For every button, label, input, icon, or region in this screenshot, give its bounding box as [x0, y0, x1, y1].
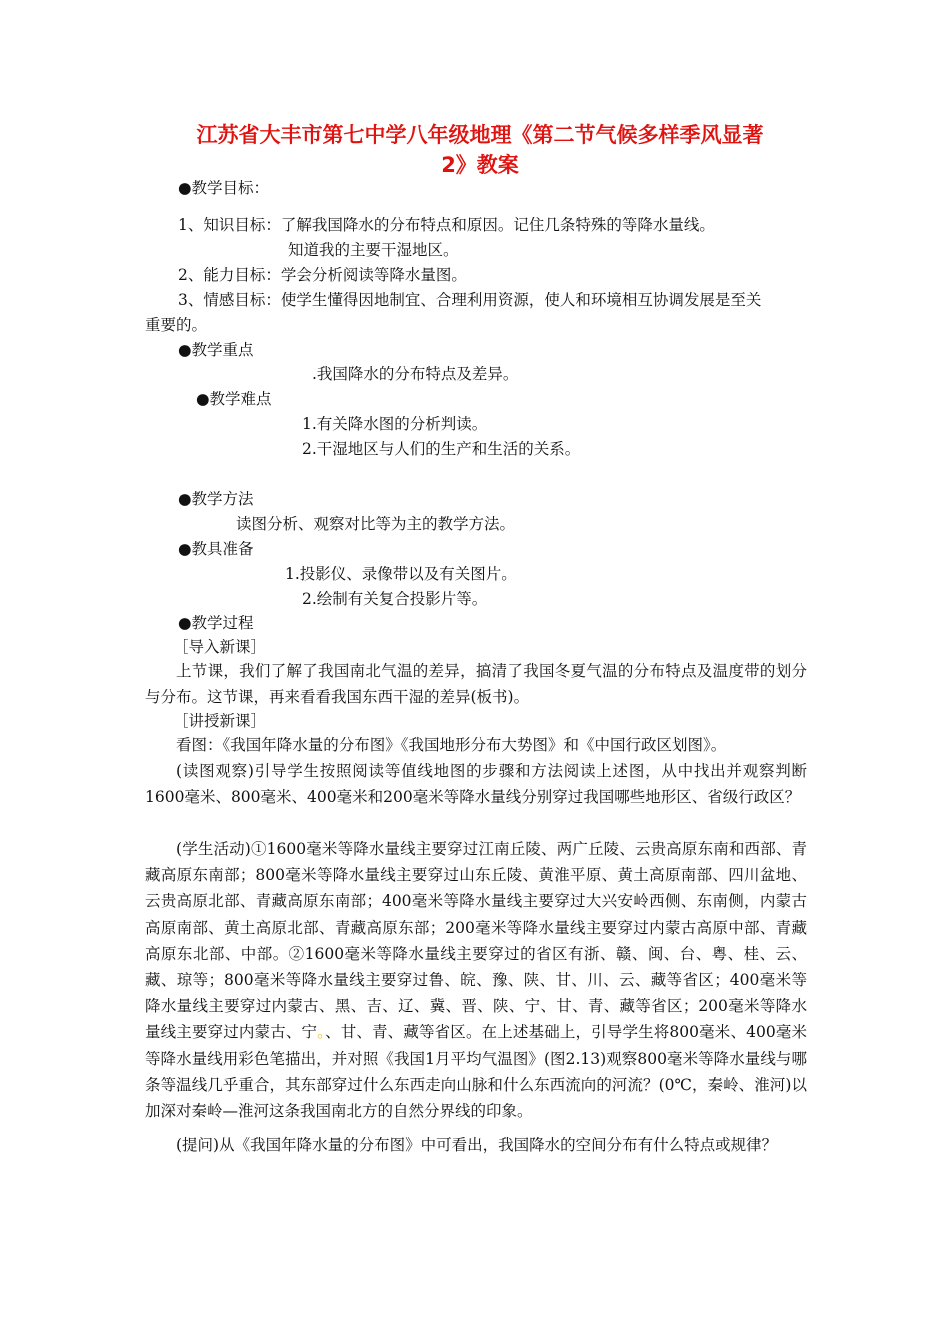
knowledge-objective-line-1: 1、知识目标：了解我国降水的分布特点和原因。记住几条特殊的等降水量线。 [178, 216, 715, 234]
materials-item-2: 2.绘制有关复合投影片等。 [302, 590, 488, 608]
document-title-line-1: 江苏省大丰市第七中学八年级地理《第二节气候多样季风显著 [196, 123, 764, 147]
difficulties-heading: ●教学难点 [196, 390, 272, 408]
knowledge-objective-line-2: 知道我的主要干湿地区。 [288, 241, 459, 259]
objectives-heading: ●教学目标： [178, 179, 270, 197]
materials-item-1: 1.投影仪、录像带以及有关图片。 [285, 565, 517, 583]
difficulty-item-1: 1.有关降水图的分析判读。 [302, 415, 488, 433]
key-point-item: .我国降水的分布特点及差异。 [312, 365, 519, 383]
emotion-objective-line-2: 重要的。 [145, 316, 208, 334]
materials-heading: ●教具准备 [178, 540, 254, 558]
activity-text-part-b: 、甘、青、藏等省区。在上述基础上，引导学生将800毫米、400毫米等降水量线用彩色笔描出，并对照《我国1月平均气温图》(图2.13)观察800毫米等降水量线与哪条等温线几乎重合，其东部穿过什么东西走向山脉和什么东西流向的河流？(0℃，秦岭、淮河)以加深对秦岭—淮河这条我国南北方的自然分界线的印象。 [145, 1023, 807, 1121]
activity-paragraph [145, 836, 807, 1124]
key-points-heading: ●教学重点 [178, 341, 254, 359]
difficulty-item-2: 2.干湿地区与人们的生产和生活的关系。 [302, 440, 581, 458]
method-item: 读图分析、观察对比等为主的教学方法。 [236, 515, 516, 533]
lecture-label: ［讲授新课］ [173, 712, 267, 730]
emotion-objective-line-1: 3、情感目标：使学生懂得因地制宜、合理利用资源，使人和环境相互协调发展是至关 [178, 291, 762, 309]
process-heading: ●教学过程 [178, 614, 254, 632]
activity-highlight-dot: 。 [317, 1023, 326, 1042]
question-paragraph: (提问)从《我国年降水量的分布图》中可看出，我国降水的空间分布有什么特点或规律？ [176, 1136, 778, 1154]
intro-label: ［导入新课］ [173, 638, 267, 656]
document-title-line-2: 2》教案 [441, 153, 519, 177]
ability-objective: 2、能力目标：学会分析阅读等降水量图。 [178, 266, 467, 284]
method-heading: ●教学方法 [178, 490, 254, 508]
look-paragraph: 看图：《我国年降水量的分布图》《我国地形分布大势图》和《中国行政区划图》。 [176, 736, 727, 754]
activity-text-part-a: (学生活动)①1600毫米等降水量线主要穿过江南丘陵、两广丘陵、云贵高原东南和西部、青藏高原东南部；800毫米等降水量线主要穿过山东丘陵、黄淮平原、黄土高原南部、四川盆地、云贵高原北部、青藏高原东南部；400毫米等降水量线主要穿过大兴安岭西侧、东南侧，内蒙古高原南部、黄土高原北部、青藏高原东部；200毫米等降水量线主要穿过内蒙古高原中部、青藏高原东北部、中部。②1600毫米等降水量线主要穿过的省区有浙、赣、闽、台、粤、桂、云、藏、琼等；800毫米等降水量线主要穿过鲁、皖、豫、陕、甘、川、云、藏等省区；400毫米等降水量线主要穿过内蒙古、黑、吉、辽、冀、晋、陕、宁、甘、青、藏等省区；200毫米等降水量线主要穿过内蒙古、宁 [145, 840, 807, 1042]
observe-paragraph: (读图观察)引导学生按照阅读等值线地图的步骤和方法阅读上述图，从中找出并观察判断1600毫米、800毫米、400毫米和200毫米等降水量线分别穿过我国哪些地形区、省级行政区？ [145, 762, 807, 807]
intro-paragraph: 上节课，我们了解了我国南北气温的差异，搞清了我国冬夏气温的分布特点及温度带的划分与分布。这节课，再来看看我国东西干湿的差异(板书)。 [145, 662, 807, 707]
